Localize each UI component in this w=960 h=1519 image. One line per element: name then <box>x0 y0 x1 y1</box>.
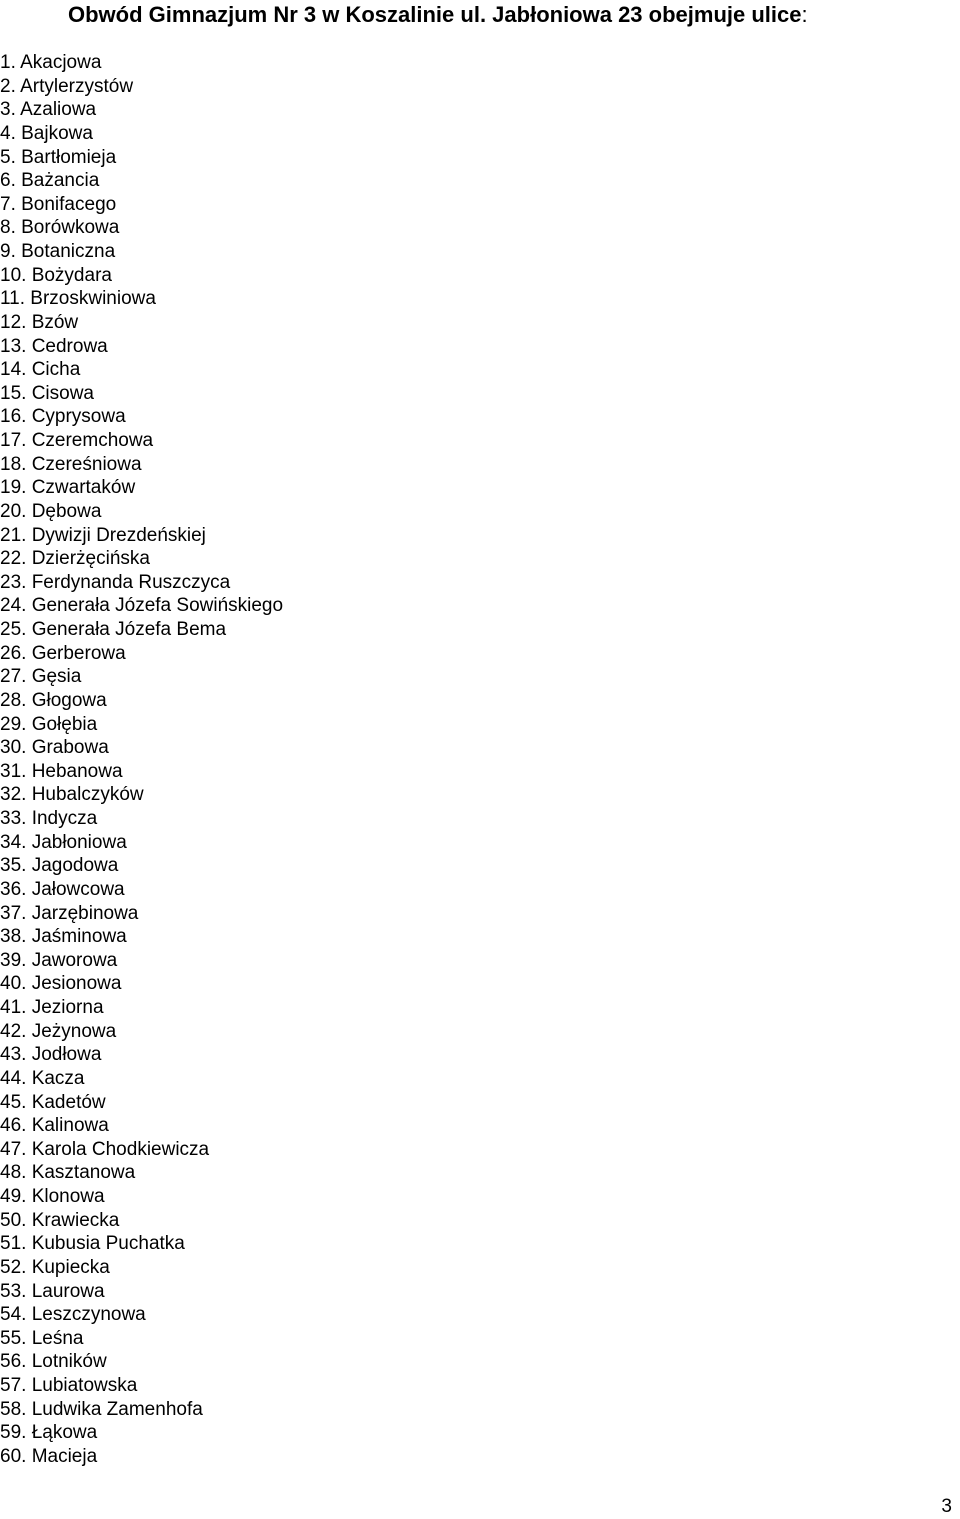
street-item: 9. Botaniczna <box>0 241 116 262</box>
street-item: 23. Ferdynanda Ruszczyca <box>0 571 231 593</box>
street-item: 17. Czeremchowa <box>0 430 154 451</box>
street-item: 32. Hubalczyków <box>0 784 144 806</box>
street-item: 52. Kupiecka <box>0 1256 110 1278</box>
street-item: 46. Kalinowa <box>0 1115 109 1137</box>
street-item: 54. Leszczynowa <box>0 1304 146 1326</box>
street-item: 8. Borówkowa <box>0 217 120 239</box>
street-item: 25. Generała Józefa Bema <box>0 619 227 640</box>
street-item: 43. Jodłowa <box>0 1044 102 1066</box>
street-item: 22. Dzierżęcińska <box>0 548 150 570</box>
street-item: 11. Brzoskwiniowa <box>0 288 156 310</box>
street-item: 21. Dywizji Drezdeńskiej <box>0 524 206 546</box>
street-item: 2. Artylerzystów <box>0 75 134 97</box>
street-item: 35. Jagodowa <box>0 855 119 877</box>
page-title-colon: : <box>801 2 808 27</box>
street-item: 20. Dębowa <box>0 500 102 522</box>
street-item: 27. Gęsia <box>0 666 82 688</box>
street-item: 4. Bajkowa <box>0 122 93 144</box>
street-item: 30. Grabowa <box>0 737 109 759</box>
street-item: 14. Cicha <box>0 359 81 381</box>
street-item: 41. Jeziorna <box>0 997 104 1018</box>
street-item: 40. Jesionowa <box>0 973 122 995</box>
street-item: 6. Bażancia <box>0 170 100 192</box>
street-item: 39. Jaworowa <box>0 949 118 971</box>
street-item: 1. Akacjowa <box>0 52 102 73</box>
street-item: 18. Czereśniowa <box>0 453 142 475</box>
street-item: 34. Jabłoniowa <box>0 831 127 853</box>
street-item: 47. Karola Chodkiewicza <box>0 1138 210 1160</box>
street-item: 37. Jarzębinowa <box>0 902 139 924</box>
street-item: 13. Cedrowa <box>0 335 108 357</box>
street-item: 58. Ludwika Zamenhofa <box>0 1398 203 1420</box>
street-item: 59. Łąkowa <box>0 1422 98 1444</box>
street-item: 51. Kubusia Puchatka <box>0 1233 185 1255</box>
street-item: 19. Czwartaków <box>0 477 136 499</box>
page-number: 3 <box>941 1496 952 1517</box>
street-item: 33. Indycza <box>0 808 98 829</box>
page-title <box>68 0 808 30</box>
street-item: 38. Jaśminowa <box>0 926 127 948</box>
street-item: 53. Laurowa <box>0 1280 105 1302</box>
street-item: 57. Lubiatowska <box>0 1375 138 1396</box>
street-item: 5. Bartłomieja <box>0 146 117 168</box>
street-item: 60. Macieja <box>0 1445 98 1467</box>
street-item: 44. Kacza <box>0 1067 85 1089</box>
page-title-text: Obwód Gimnazjum Nr 3 w Koszalinie ul. Jabłoniowa 23 obejmuje ulice <box>68 2 802 27</box>
street-item: 36. Jałowcowa <box>0 878 125 900</box>
street-item: 29. Gołębia <box>0 713 98 735</box>
street-item: 3. Azaliowa <box>0 99 97 121</box>
street-item: 45. Kadetów <box>0 1091 106 1113</box>
street-item: 16. Cyprysowa <box>0 406 126 428</box>
street-list <box>0 51 283 1469</box>
street-item: 55. Leśna <box>0 1327 84 1349</box>
street-item: 42. Jeżynowa <box>0 1020 117 1042</box>
street-item: 48. Kasztanowa <box>0 1162 136 1184</box>
street-item: 26. Gerberowa <box>0 642 126 664</box>
street-item: 24. Generała Józefa Sowińskiego <box>0 595 284 617</box>
street-item: 7. Bonifacego <box>0 193 117 215</box>
street-item: 10. Bożydara <box>0 264 112 286</box>
street-item: 28. Głogowa <box>0 689 107 711</box>
street-item: 15. Cisowa <box>0 382 94 404</box>
street-item: 49. Klonowa <box>0 1186 105 1207</box>
street-item: 50. Krawiecka <box>0 1209 120 1231</box>
street-item: 12. Bzów <box>0 311 79 333</box>
street-item: 31. Hebanowa <box>0 760 123 782</box>
street-item: 56. Lotników <box>0 1351 107 1373</box>
